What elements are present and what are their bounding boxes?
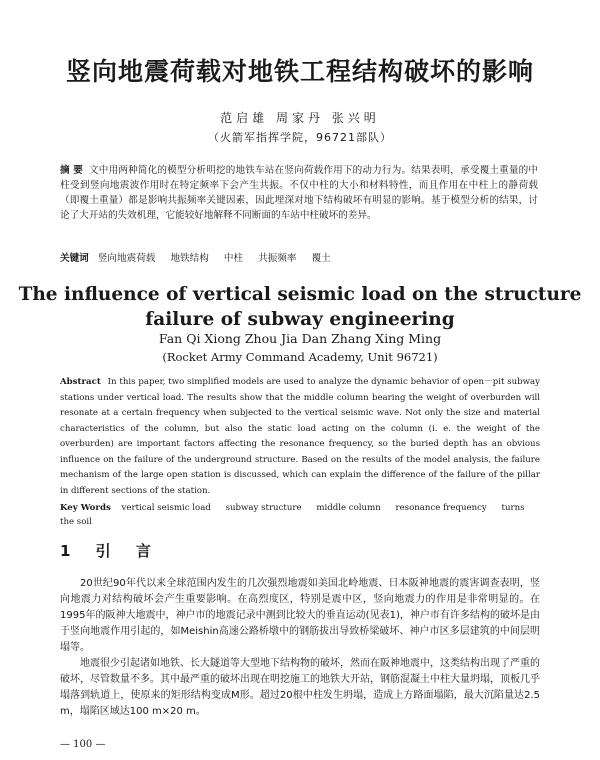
- english-keyword: turns the soil: [60, 503, 525, 527]
- english-abstract-label: Abstract: [60, 377, 101, 387]
- chinese-abstract-text: 文中用两种简化的模型分析明挖的地铁车站在竖向荷载作用下的动力行为。结果表明，承受覆土重量的中柱受到竖向地震波作用时在特定频率下会产生共振。不仅中柱的大小和材料特性，而且作用在中柱上的静荷载（即覆土重量）都是影响共振频率关键因素，因此埋深对地下结构破坏有明显的影响。基于模型分析的结果，讨论了大开站的失效机理，它能较好地解释不同断面的车站中柱破坏的差异。: [60, 165, 539, 221]
- section-body: [60, 576, 540, 720]
- english-abstract-text: In this paper, two simplified models are used to analyze the dynamic behavior of open－pit subway stations under vertical load. The results show that the middle column bearing the weight of overburden will resonate at a certain frequency when subjected to the vertical seismic wave. Not only the size and material characteristics of the column, but also the static load acting on the column (i. e. the weight of the overburden) are important factors affecting the resonance frequency, so the buried depth has an obvious influence on the failure of the underground structure. Based on the results of the model analysis, the failure mechanism of the large open station is discussed, which can explain the difference of the failure of the pillar in different sections of the station.: [60, 377, 540, 496]
- chinese-affiliation: （火箭军指挥学院，96721部队）: [208, 131, 392, 144]
- english-authors: Fan Qi Xiong Zhou Jia Dan Zhang Xing Ming: [158, 331, 442, 346]
- english-keywords-label: Key Words: [60, 503, 111, 513]
- english-abstract: [60, 375, 540, 499]
- body-paragraph: 20世纪90年代以来全球范围内发生的几次强烈地震如美国北岭地震、日本阪神地震的震害调查表明，竖向地震力对结构破坏会产生重要影响。在高烈度区，特别是震中区，竖向地震力的作用是非常明显的。在1995年的阪神大地震中，神户市的地震记录中测到比较大的垂直运动(见表1)，神户市有许多结构的破坏是由于竖向地震作用引起的，如Meishin高速公路桥墩中的钢筋拔出导致桥梁破坏、神户市区多层建筑的中间层明塌等。: [60, 578, 540, 653]
- chinese-title: 竖向地震荷载对地铁工程结构破坏的影响: [65, 57, 534, 86]
- chinese-keyword: 覆土: [311, 253, 331, 264]
- english-keyword: resonance frequency: [395, 503, 487, 513]
- page-number: — 100 —: [60, 739, 106, 750]
- chinese-keyword: 竖向地震荷载: [97, 253, 156, 264]
- chinese-abstract: [60, 163, 538, 223]
- english-keyword: vertical seismic load: [121, 503, 211, 513]
- section-heading: 1 引 言: [60, 542, 161, 560]
- chinese-keyword: 中柱: [223, 253, 244, 264]
- english-keywords: [60, 501, 540, 529]
- chinese-keyword: 共振频率: [258, 253, 297, 264]
- english-title: The influence of vertical seismic load on the structure failure of subway engineering: [18, 284, 582, 330]
- chinese-keywords-label: 关键词: [60, 253, 89, 264]
- chinese-keywords: [60, 252, 538, 266]
- chinese-authors: 范启雄 周家丹 张兴明: [220, 111, 380, 125]
- chinese-abstract-label: 摘 要: [60, 165, 84, 176]
- english-keyword: middle column: [316, 503, 381, 513]
- chinese-keyword: 地铁结构: [170, 253, 209, 264]
- english-keyword: subway structure: [225, 503, 302, 513]
- english-affiliation: (Rocket Army Command Academy, Unit 96721): [162, 350, 438, 364]
- body-paragraph: 地震很少引起诸如地铁、长大隧道等大型地下结构物的破坏，然而在阪神地震中，这类结构出现了严重的破坏，尽管数量不多。其中最严重的破坏出现在明挖施工的地铁大开站，钢筋混凝土中柱大量坍塌，顶板几乎塌落到轨道上，使原来的矩形结构变成M形。超过20根中柱发生坍塌，造成上方路面塌陷，最大沉陷量达2.5 m，塌陷区域达100 m×20 m。: [60, 658, 540, 717]
